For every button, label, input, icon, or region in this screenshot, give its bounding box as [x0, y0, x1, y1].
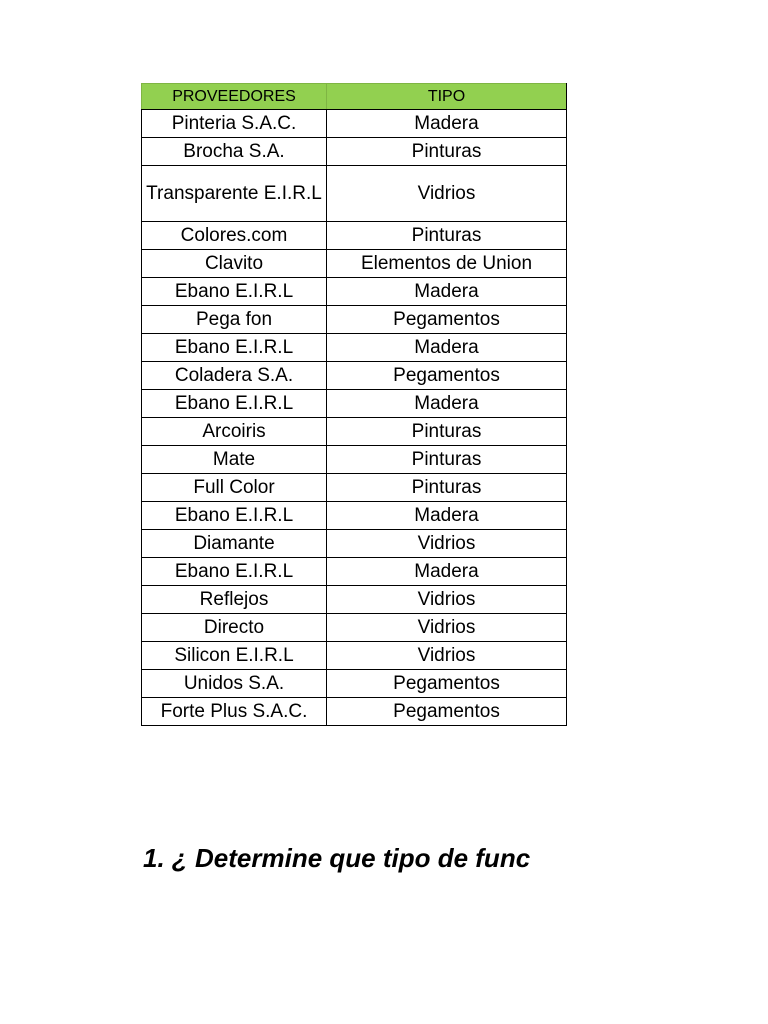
- cell-type: Madera: [327, 502, 567, 530]
- cell-provider: Pinteria S.A.C.: [142, 110, 327, 138]
- table-row: [142, 110, 567, 138]
- cell-provider: Arcoiris: [142, 418, 327, 446]
- cell-provider: Diamante: [142, 530, 327, 558]
- table-row: [142, 642, 567, 670]
- cell-provider: Clavito: [142, 250, 327, 278]
- table-row: [142, 306, 567, 334]
- cell-provider: Brocha S.A.: [142, 138, 327, 166]
- cell-provider: Ebano E.I.R.L: [142, 278, 327, 306]
- cell-type: Pinturas: [327, 418, 567, 446]
- table-row: [142, 278, 567, 306]
- cell-type: Pinturas: [327, 474, 567, 502]
- cell-type: Pegamentos: [327, 362, 567, 390]
- cell-type: Elementos de Union: [327, 250, 567, 278]
- table-header-row: [142, 84, 567, 110]
- cell-provider: Colores.com: [142, 222, 327, 250]
- cell-type: Madera: [327, 558, 567, 586]
- cell-type: Pegamentos: [327, 306, 567, 334]
- table-row: [142, 418, 567, 446]
- cell-type: Madera: [327, 110, 567, 138]
- table-row: [142, 222, 567, 250]
- cell-provider: Ebano E.I.R.L: [142, 334, 327, 362]
- cell-type: Pinturas: [327, 222, 567, 250]
- cell-provider: Mate: [142, 446, 327, 474]
- table-row: [142, 250, 567, 278]
- cell-provider: Directo: [142, 614, 327, 642]
- cell-provider: Reflejos: [142, 586, 327, 614]
- cell-provider: Silicon E.I.R.L: [142, 642, 327, 670]
- cell-type: Vidrios: [327, 530, 567, 558]
- cell-provider: Pega fon: [142, 306, 327, 334]
- table-row: [142, 446, 567, 474]
- cell-type: Vidrios: [327, 642, 567, 670]
- table-row: [142, 166, 567, 222]
- supplier-table: [141, 83, 567, 726]
- cell-provider: Full Color: [142, 474, 327, 502]
- question-heading: 1. ¿ Determine que tipo de func: [143, 843, 531, 873]
- cell-provider: Forte Plus S.A.C.: [142, 698, 327, 726]
- cell-provider: Ebano E.I.R.L: [142, 390, 327, 418]
- cell-type: Vidrios: [327, 586, 567, 614]
- table-row: [142, 138, 567, 166]
- cell-provider: Unidos S.A.: [142, 670, 327, 698]
- supplier-table-container: [141, 83, 566, 726]
- table-row: [142, 530, 567, 558]
- cell-type: Vidrios: [327, 614, 567, 642]
- table-row: [142, 502, 567, 530]
- table-row: [142, 334, 567, 362]
- cell-provider: Ebano E.I.R.L: [142, 502, 327, 530]
- cell-type: Madera: [327, 334, 567, 362]
- cell-provider: Ebano E.I.R.L: [142, 558, 327, 586]
- cell-type: Madera: [327, 278, 567, 306]
- header-proveedores: PROVEEDORES: [142, 84, 327, 110]
- cell-provider: Coladera S.A.: [142, 362, 327, 390]
- table-row: [142, 614, 567, 642]
- table-row: [142, 390, 567, 418]
- table-row: [142, 558, 567, 586]
- cell-type: Pinturas: [327, 446, 567, 474]
- table-row: [142, 670, 567, 698]
- table-row: [142, 474, 567, 502]
- cell-type: Madera: [327, 390, 567, 418]
- cell-type: Pegamentos: [327, 698, 567, 726]
- table-row: [142, 362, 567, 390]
- cell-type: Pegamentos: [327, 670, 567, 698]
- cell-type: Pinturas: [327, 138, 567, 166]
- table-row: [142, 586, 567, 614]
- cell-provider: Transparente E.I.R.L: [142, 166, 327, 222]
- header-tipo: TIPO: [327, 84, 567, 110]
- cell-type: Vidrios: [327, 166, 567, 222]
- table-row: [142, 698, 567, 726]
